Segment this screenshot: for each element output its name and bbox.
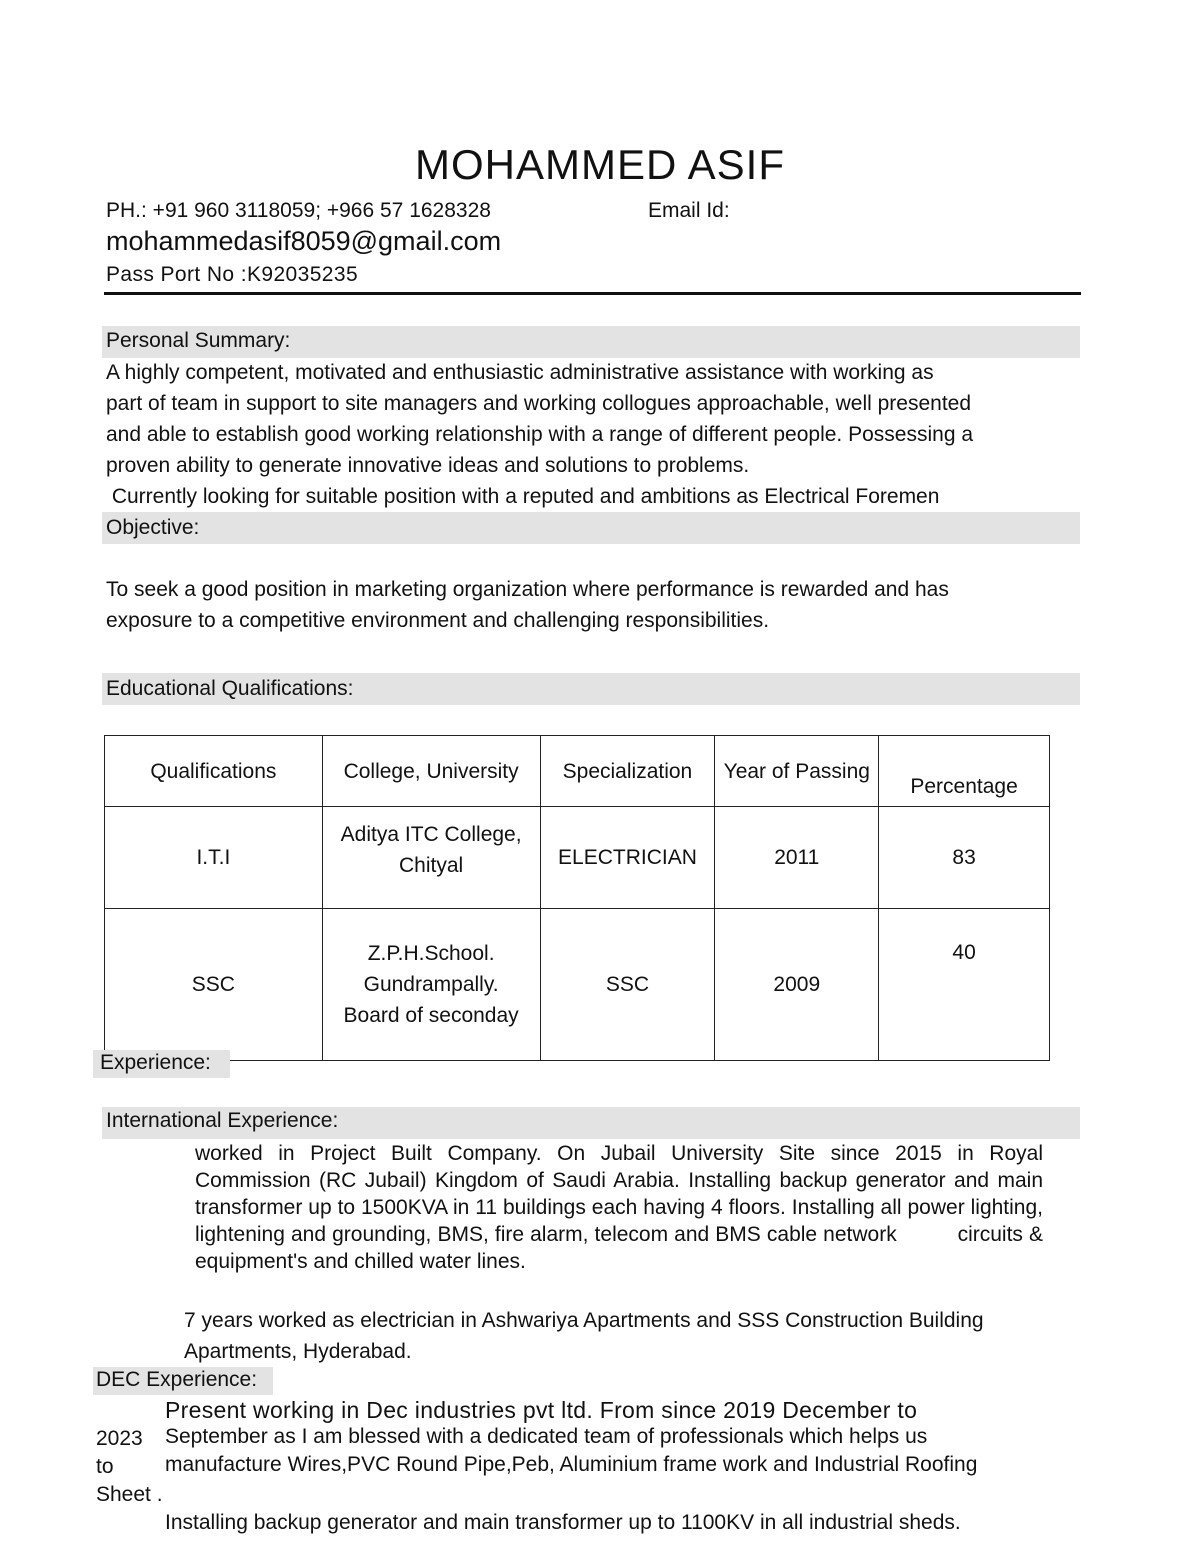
education-heading: Educational Qualifications: bbox=[106, 677, 354, 700]
table-row bbox=[105, 909, 1050, 1061]
dec-experience-heading: DEC Experience: bbox=[96, 1368, 258, 1391]
cell-percentage: 83 bbox=[879, 807, 1050, 909]
table-header-row bbox=[105, 736, 1050, 807]
cell-qualification: SSC bbox=[105, 909, 323, 1061]
cell-specialization: SSC bbox=[540, 909, 715, 1061]
education-table bbox=[104, 735, 1050, 1061]
cell-college: Z.P.H.School. Gundrampally. bbox=[363, 942, 499, 996]
objective-line: To seek a good position in marketing organization where performance is rewarded and has bbox=[106, 578, 949, 601]
summary-line: Currently looking for suitable position with a reputed and ambitions as Electrical Foremen bbox=[106, 485, 940, 508]
cell-percentage: 40 bbox=[879, 909, 1050, 1061]
experience-heading: Experience: bbox=[100, 1051, 211, 1074]
objective-heading: Objective: bbox=[106, 516, 200, 539]
experience-bullet bbox=[158, 1305, 1074, 1365]
phone-numbers: PH.: +91 960 3118059; +966 57 1628328 bbox=[106, 199, 491, 222]
cell-year: 2009 bbox=[715, 909, 879, 1061]
header-divider bbox=[104, 292, 1081, 295]
dec-line: Present working in Dec industries pvt ltd. From since 2019 December to bbox=[165, 1397, 918, 1423]
cell-college: Aditya ITC College, Chityal bbox=[322, 807, 540, 909]
objective-text bbox=[106, 574, 949, 636]
personal-summary-text bbox=[106, 357, 973, 512]
dec-line: manufacture Wires,PVC Round Pipe,Peb, Aluminium frame work and Industrial Roofing bbox=[165, 1453, 978, 1476]
summary-line: and able to establish good working relationship with a range of different people. Possessing a bbox=[106, 423, 974, 446]
cell-specialization: ELECTRICIAN bbox=[540, 807, 715, 909]
cell-year: 2011 bbox=[715, 807, 879, 909]
dec-side-label: to bbox=[96, 1455, 114, 1478]
dec-line: September as I am blessed with a dedicated team of professionals which helps us bbox=[165, 1425, 928, 1448]
cell-college-group bbox=[322, 909, 540, 1061]
column-header: College, University bbox=[322, 736, 540, 807]
candidate-name: MOHAMMED ASIF bbox=[414, 141, 786, 188]
summary-line: part of team in support to site managers and working collogues approachable, well presented bbox=[106, 392, 972, 415]
dec-side-label: Sheet . bbox=[96, 1483, 163, 1506]
passport-number: Pass Port No :K92035235 bbox=[106, 263, 359, 286]
dec-side-labels bbox=[96, 1425, 163, 1509]
column-header: Specialization bbox=[540, 736, 715, 807]
objective-bar bbox=[102, 512, 1080, 544]
column-header: Year of Passing bbox=[715, 736, 879, 807]
cell-college-board: Board of seconday bbox=[343, 1004, 519, 1027]
table-row bbox=[105, 807, 1050, 909]
bullet-text: 7 years worked as electrician in Ashwariya Apartments and SSS Construction Building Apartments, Hyderabad. bbox=[184, 1309, 984, 1363]
objective-line: exposure to a competitive environment and challenging responsibilities. bbox=[106, 609, 770, 632]
email-label: Email Id: bbox=[648, 199, 730, 222]
international-experience-heading: International Experience: bbox=[106, 1109, 339, 1132]
column-header: Percentage bbox=[879, 736, 1050, 807]
email-address[interactable]: mohammedasif8059@gmail.com bbox=[106, 226, 502, 256]
summary-line: proven ability to generate innovative ideas and solutions to problems. bbox=[106, 454, 750, 477]
dec-line: Installing backup generator and main transformer up to 1100KV in all industrial sheds. bbox=[165, 1511, 961, 1534]
column-header: Qualifications bbox=[105, 736, 323, 807]
cell-qualification: I.T.I bbox=[105, 807, 323, 909]
dec-side-label: 2023 bbox=[96, 1427, 143, 1450]
summary-line: A highly competent, motivated and enthusiastic administrative assistance with working as bbox=[106, 361, 934, 384]
personal-summary-heading: Personal Summary: bbox=[106, 329, 291, 352]
experience-bullet bbox=[158, 1140, 1049, 1280]
bullet-text: worked in Project Built Company. On Jubail University Site since 2015 in Royal Commission (RC Jubail) Kingdom of Saudi Arabia. Installing backup generator and main transformer up to 1500KVA in 11 buildings each having 4 floors. Installing all power lighting, lightening and grounding, BMS, fire alarm, telecom and BMS cable network circuits & equipment's and chilled water lines. bbox=[195, 1142, 1049, 1273]
